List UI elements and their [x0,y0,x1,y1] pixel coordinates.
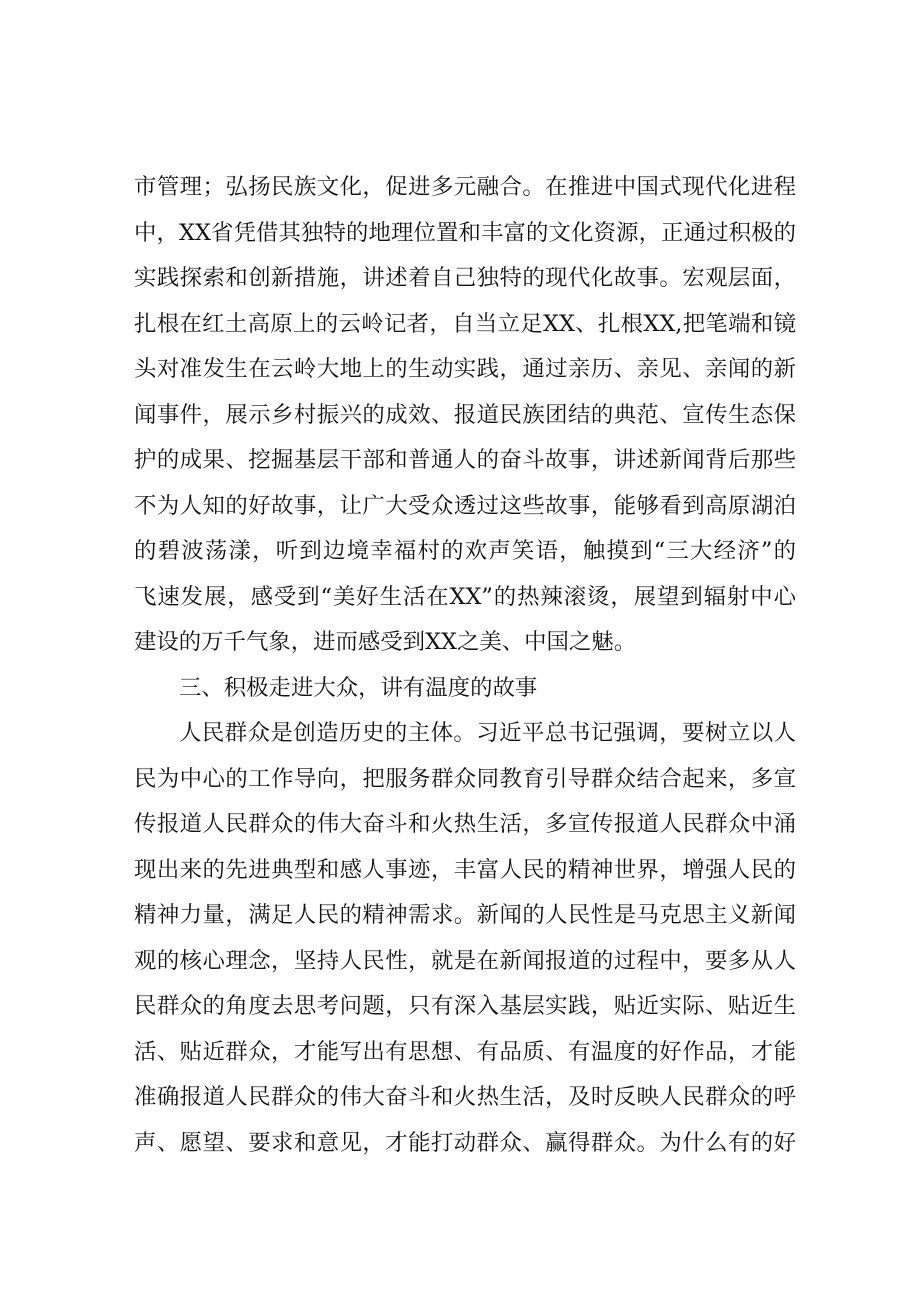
text-line: 观的核心理念，坚持人民性，就是在新闻报道的过程中，要多从人 [134,947,796,974]
text-line: 民群众的角度去思考问题，只有深入基层实践，贴近实际、贴近生 [134,993,796,1019]
text-line: 活、贴近群众，才能写出有思想、有品质、有温度的好作品，才能 [134,1038,796,1065]
section-heading: 三、积极走进大众，讲有温度的故事 [179,674,538,701]
text-line: 飞速发展，感受到“美好生活在XX”的热辣滚烫，展望到辐射中心 [134,583,796,610]
text-line: 声、愿望、要求和意见，才能打动群众、赢得群众。为什么有的好 [134,1129,796,1156]
document-page [134,165,796,1166]
text-line: 不为人知的好故事，让广大受众透过这些故事，能够看到高原湖泊 [134,492,796,519]
text-line: 护的成果、挖掘基层干部和普通人的奋斗故事，讲述新闻背后那些 [134,447,796,473]
text-line: 实践探索和创新措施，讲述着自己独特的现代化故事。宏观层面， [134,265,796,291]
text-line: 头对准发生在云岭大地上的生动实践，通过亲历、亲见、亲闻的新 [134,356,796,382]
text-line: 现出来的先进典型和感人事迹，丰富人民的精神世界，增强人民的 [134,856,796,883]
text-line: 精神力量，满足人民的精神需求。新闻的人民性是马克思主义新闻 [134,902,796,928]
text-line: 准确报道人民群众的伟大奋斗和火热生活，及时反映人民群众的呼 [134,1084,796,1110]
text-line: 建设的万千气象，进而感受到XX之美、中国之魅。 [134,629,637,655]
paragraph-people-centered [134,711,796,1166]
text-line: 传报道人民群众的伟大奋斗和火热生活，多宣传报道人民群众中涌 [134,811,796,837]
text-line: 人民群众是创造历史的主体。习近平总书记强调，要树立以人 [179,720,796,746]
text-line: 闻事件，展示乡村振兴的成效、报道民族团结的典范、宣传生态保 [134,401,796,428]
text-line: 中，XX省凭借其独特的地理位置和丰富的文化资源，正通过积极的 [134,219,796,246]
paragraph-continuation [134,165,796,666]
text-line: 扎根在红土高原上的云岭记者，自当立足XX、扎根XX,把笔端和镜 [134,310,796,337]
text-line: 民为中心的工作导向，把服务群众同教育引导群众结合起来，多宣 [134,765,796,792]
text-line: 的碧波荡漾，听到边境幸福村的欢声笑语，触摸到“三大经济”的 [134,538,796,564]
text-line: 市管理；弘扬民族文化，促进多元融合。在推进中国式现代化进程 [134,174,796,200]
